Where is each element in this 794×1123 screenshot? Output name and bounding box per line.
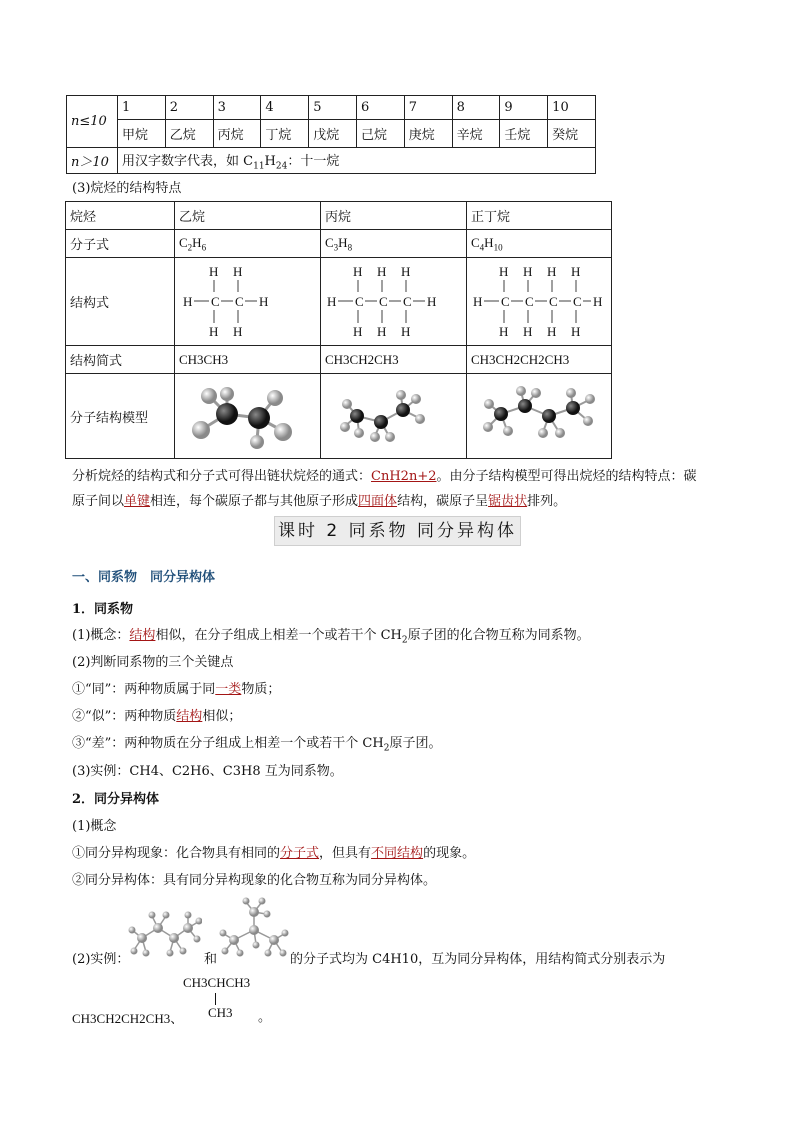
- svg-text:H: H: [473, 293, 483, 309]
- analysis-text: 原子间以: [72, 494, 125, 509]
- example-text-b: 的分子式均为 C4H10，互为同分异构体，用结构简式分别表示为: [290, 952, 666, 967]
- isobutane-ball-model: [218, 896, 290, 966]
- naming-rule-cell: [118, 148, 596, 174]
- butane-structural-formula: [471, 260, 606, 340]
- homolog-concept: (1)概念：结构相似，在分子组成上相差一个或若干个 $CH_2$原子团的化合物互称为同系物。: [72, 628, 590, 646]
- svg-text:C: C: [525, 293, 534, 309]
- model-propane: [321, 374, 467, 459]
- svg-text:H: H: [377, 263, 387, 279]
- struct-propane: [321, 258, 467, 346]
- svg-text:H: H: [427, 293, 437, 309]
- svg-text:H: H: [499, 263, 509, 279]
- analysis-text: 分析烷烃的结构式和分子式可得出链状烷烃的通式：: [72, 469, 372, 484]
- answer-structure: 结构: [176, 709, 203, 724]
- isomer-concept-title: (1)概念: [72, 819, 117, 834]
- svg-text:H: H: [183, 293, 193, 309]
- simple-butane: CH3CH2CH2CH3: [467, 346, 612, 374]
- simple-ethane: CH3CH3: [175, 346, 321, 374]
- homolog-key-3: ③“差”：两种物质在分子组成上相差一个或若干个 $CH_2$原子团。: [72, 736, 442, 754]
- svg-text:H: H: [209, 323, 219, 339]
- ethane-ball-model: [179, 374, 304, 454]
- svg-text:C: C: [403, 293, 412, 309]
- struct-butane: [467, 258, 612, 346]
- homolog-title: 1．同系物: [72, 602, 134, 617]
- num-cell: 5: [309, 96, 357, 120]
- svg-text:H: H: [353, 263, 363, 279]
- alkane-structure-table: [65, 201, 612, 459]
- svg-text:H: H: [593, 293, 603, 309]
- svg-text:H: H: [523, 323, 533, 339]
- svg-text:H: H: [353, 323, 363, 339]
- answer-tetrahedron: 四面体: [358, 494, 398, 509]
- num-cell: 6: [356, 96, 404, 120]
- rule-text: 用汉字数字代表，如 C: [122, 153, 254, 169]
- isomer-example-line: [72, 948, 129, 967]
- svg-text:C: C: [355, 293, 364, 309]
- n-butane-ball-model: [124, 904, 202, 964]
- homolog-key-2: ②“似”：两种物质结构相似；: [72, 709, 242, 724]
- row-label-n-le-10: n≤10: [67, 96, 118, 148]
- isomer-concept-2: ②同分异构体：具有同分异构现象的化合物互称为同分异构体。: [72, 873, 437, 888]
- example-and: 和: [204, 952, 218, 967]
- name-cell: 辛烷: [452, 120, 500, 148]
- analysis-text: 结构，碳原子呈: [397, 494, 489, 509]
- analysis-text: 。由分子结构模型可得出烷烃的结构特点：碳: [436, 469, 697, 484]
- analysis-text: 相连，每个碳原子都与其他原子形成: [150, 494, 359, 509]
- lesson-banner: 课时 2 同系物 同分异构体: [274, 516, 521, 546]
- name-cell: 己烷: [356, 120, 404, 148]
- analysis-line-2: [72, 490, 566, 509]
- name-cell: 戊烷: [309, 120, 357, 148]
- svg-text:C: C: [379, 293, 388, 309]
- ethane-structural-formula: [179, 260, 299, 340]
- answer-structure: 结构: [129, 628, 156, 643]
- num-cell: 10: [548, 96, 596, 120]
- analysis-line-1: [72, 465, 697, 484]
- rule-sub: 11: [253, 161, 265, 172]
- svg-text:H: H: [523, 263, 533, 279]
- header-cell: 乙烷: [175, 202, 321, 230]
- rule-text: H: [264, 153, 276, 169]
- isomer-concept-1: ①同分异构现象：化合物具有相同的分子式，但具有不同结构的现象。: [72, 846, 476, 861]
- answer-same-class: 一类: [215, 682, 242, 697]
- svg-text:H: H: [327, 293, 337, 309]
- header-cell: 正丁烷: [467, 202, 612, 230]
- formula-label: 分子式: [66, 230, 175, 258]
- model-ethane: [175, 374, 321, 459]
- name-cell: 乙烷: [165, 120, 213, 148]
- svg-text:H: H: [401, 263, 411, 279]
- propane-structural-formula: [325, 260, 450, 340]
- num-cell: 8: [452, 96, 500, 120]
- name-cell: 癸烷: [548, 120, 596, 148]
- formula-propane: $C_3H_8$: [321, 230, 467, 258]
- name-cell: 庚烷: [404, 120, 452, 148]
- header-cell: 烷烃: [66, 202, 175, 230]
- svg-text:H: H: [571, 263, 581, 279]
- isobutane-top: CH3CHCH3: [183, 975, 251, 990]
- num-cell: 2: [165, 96, 213, 120]
- answer-zigzag: 锯齿状: [488, 494, 528, 509]
- formula-ethane: $C_2H_6$: [175, 230, 321, 258]
- svg-text:C: C: [501, 293, 510, 309]
- alkane-naming-table: [66, 95, 596, 174]
- end-period: 。: [258, 1010, 272, 1025]
- section3-title: (3)烷烃的结构特点: [72, 181, 182, 196]
- analysis-text: 排列。: [527, 494, 567, 509]
- num-cell: 9: [500, 96, 548, 120]
- name-cell: 丁烷: [261, 120, 309, 148]
- formula-butane: $C_4H_{10}$: [467, 230, 612, 258]
- isobutane-bottom: CH3: [208, 1005, 233, 1020]
- svg-text:C: C: [211, 293, 220, 309]
- simple-label: 结构简式: [66, 346, 175, 374]
- num-cell: 4: [261, 96, 309, 120]
- row-label-n-gt-10: n＞10: [67, 148, 118, 174]
- svg-text:C: C: [573, 293, 582, 309]
- num-cell: 3: [213, 96, 261, 120]
- general-formula: CnH2n+2: [371, 469, 437, 484]
- model-butane: [467, 374, 612, 459]
- svg-text:H: H: [209, 263, 219, 279]
- svg-text:H: H: [499, 323, 509, 339]
- rule-sub: 24: [275, 161, 288, 172]
- n-butane-condensed: CH3CH2CH2CH3、: [72, 1011, 184, 1026]
- section-heading: 一、同系物 同分异构体: [72, 570, 216, 585]
- answer-different-structure: 不同结构: [371, 846, 424, 861]
- homolog-key-1: ①“同”：两种物质属于同一类物质；: [72, 682, 281, 697]
- svg-text:H: H: [571, 323, 581, 339]
- homolog-keys-title: (2)判断同系物的三个关键点: [72, 655, 234, 670]
- struct-ethane: [175, 258, 321, 346]
- example-text: (2)实例：: [72, 952, 130, 967]
- homolog-example: (3)实例：CH4、C2H6、C3H8 互为同系物。: [72, 764, 343, 779]
- isobutane-bond: [215, 993, 216, 1005]
- num-cell: 1: [118, 96, 166, 120]
- butane-ball-model: [471, 374, 606, 454]
- simple-propane: CH3CH2CH3: [321, 346, 467, 374]
- model-label: 分子结构模型: [66, 374, 175, 459]
- rule-text: ：十一烷: [287, 153, 340, 169]
- svg-text:H: H: [377, 323, 387, 339]
- num-cell: 7: [404, 96, 452, 120]
- header-cell: 丙烷: [321, 202, 467, 230]
- propane-ball-model: [325, 374, 450, 454]
- svg-text:H: H: [547, 263, 557, 279]
- svg-text:H: H: [547, 323, 557, 339]
- svg-text:H: H: [233, 323, 243, 339]
- svg-text:H: H: [259, 293, 269, 309]
- name-cell: 丙烷: [213, 120, 261, 148]
- name-cell: 甲烷: [118, 120, 166, 148]
- name-cell: 壬烷: [500, 120, 548, 148]
- svg-text:C: C: [235, 293, 244, 309]
- answer-single-bond: 单键: [124, 494, 151, 509]
- struct-label: 结构式: [66, 258, 175, 346]
- svg-text:C: C: [549, 293, 558, 309]
- isomer-title: 2．同分异构体: [72, 792, 160, 807]
- svg-text:H: H: [233, 263, 243, 279]
- svg-text:H: H: [401, 323, 411, 339]
- answer-molecular-formula: 分子式: [280, 846, 320, 861]
